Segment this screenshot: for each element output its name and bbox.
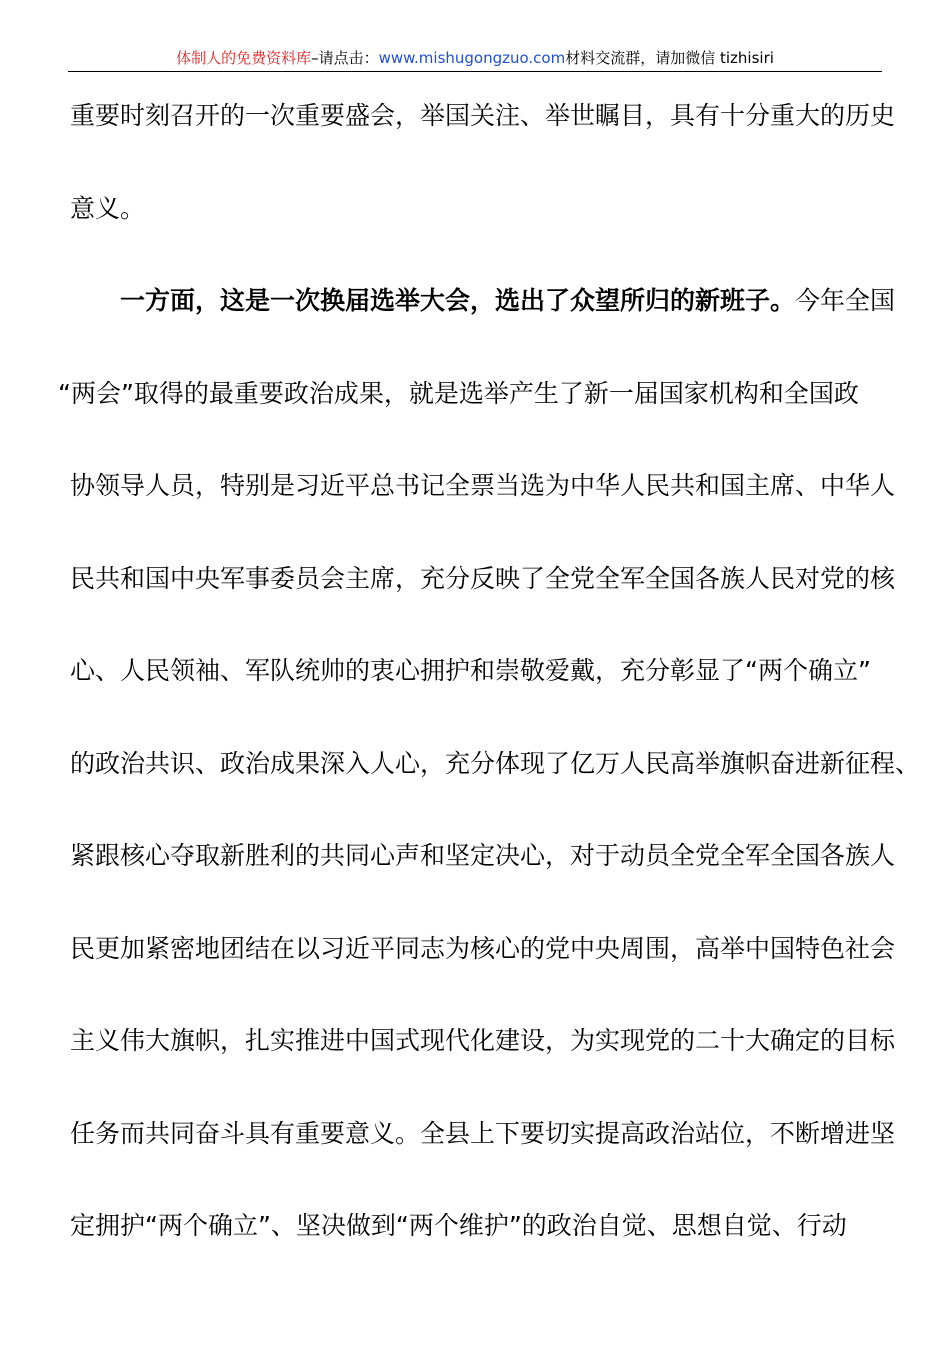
text-line: 意义。 xyxy=(70,193,146,223)
text-line: 协领导人员，特别是习近平总书记全票当选为中华人民共和国主席、中华人 xyxy=(70,471,896,500)
page-header xyxy=(0,48,950,68)
text-span: “两会”取得的最重要政治成果，就是选举产生了新一届国家机构和全国政 xyxy=(58,378,859,408)
text-line: 民共和国中央军事委员会主席，充分反映了全党全军全国各族人民对党的核 xyxy=(70,563,896,593)
section-heading-bold: 一方面，这是一次换届选举大会，选出了众望所归的新班子。 xyxy=(120,286,796,315)
header-url-link[interactable]: www.mishugongzuo.com xyxy=(378,49,566,67)
text-line: 任务而共同奋斗具有重要意义。全县上下要切实提高政治站位，不断增进坚 xyxy=(70,1118,896,1148)
text-line: 紧跟核心夺取新胜利的共同心声和坚定决心，对于动员全党全军全国各族人 xyxy=(70,841,896,870)
text-line: 的政治共识、政治成果深入人心，充分体现了亿万人民高举旗帜奋进新征程、 xyxy=(70,748,921,778)
paragraph-start-line xyxy=(70,255,896,348)
text-line: 心、人民领袖、军队统帅的衷心拥护和崇敬爱戴，充分彰显了“两个确立” xyxy=(70,656,871,685)
text-line: 定拥护“两个确立”、坚决做到“两个维护”的政治自觉、思想自觉、行动 xyxy=(70,1211,847,1240)
header-contact-text: 材料交流群，请加微信 tizhisiri xyxy=(565,49,774,67)
text-span: 今年全国 xyxy=(795,286,896,315)
text-line xyxy=(58,348,880,441)
text-line: 民更加紧密地团结在以习近平同志为核心的党中央周围，高举中国特色社会 xyxy=(70,933,896,963)
document-body xyxy=(58,70,921,1273)
text-line: 主义伟大旗帜，扎实推进中国式现代化建设，为实现党的二十大确定的目标 xyxy=(70,1026,896,1055)
header-click-prompt: –请点击： xyxy=(311,49,379,67)
header-library-name: 体制人的免费资料库 xyxy=(176,49,312,67)
text-line: 重要时刻召开的一次重要盛会，举国关注、举世瞩目，具有十分重大的历史 xyxy=(70,101,896,130)
